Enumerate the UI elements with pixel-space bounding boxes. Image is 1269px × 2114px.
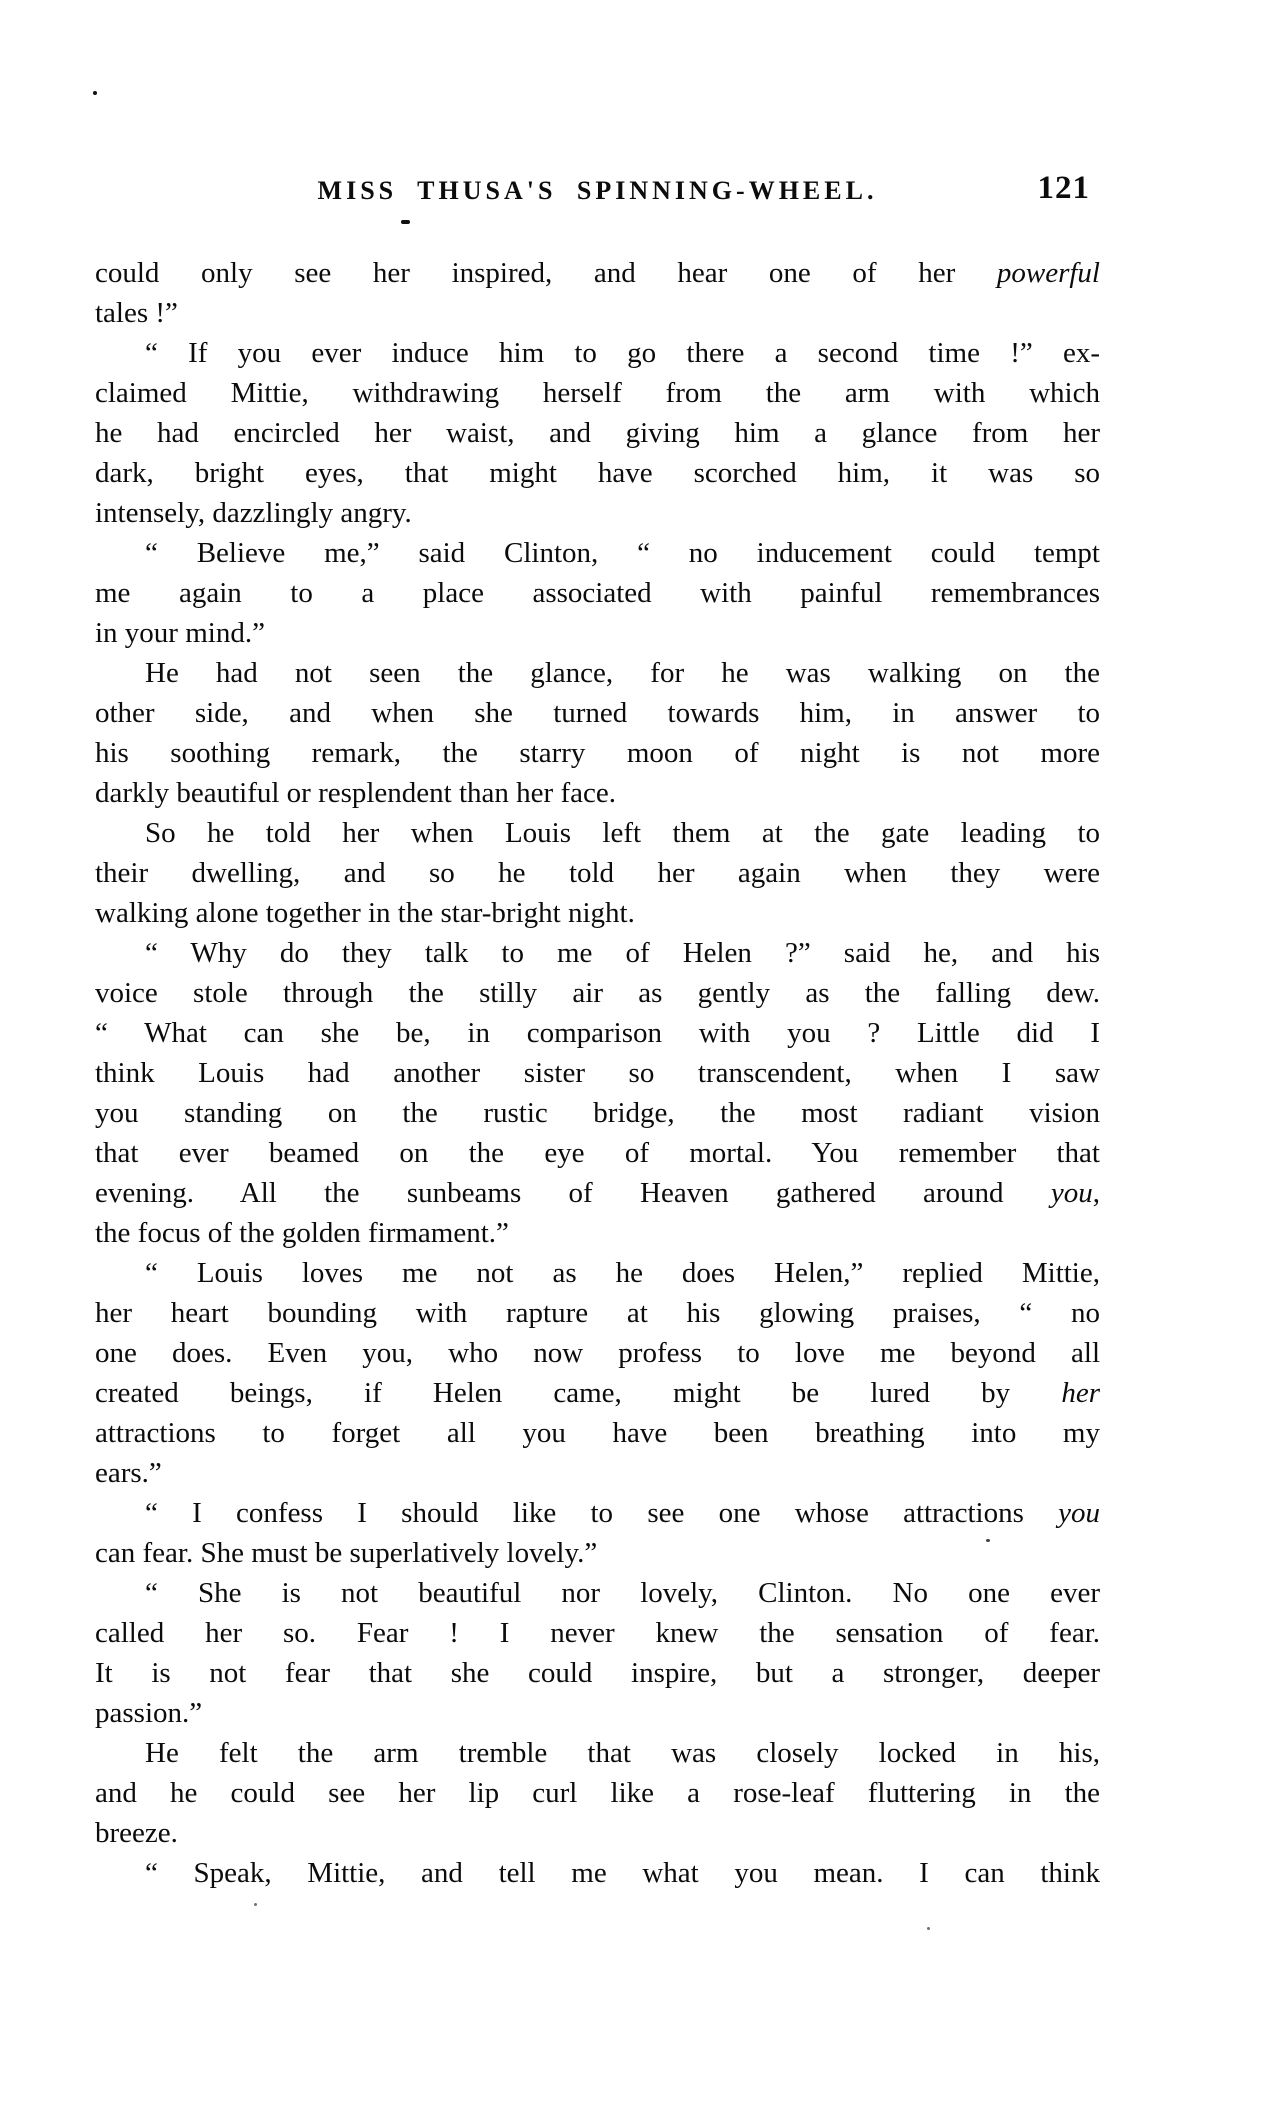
text-segment: “ Louis loves me not as he does Helen,” replied Mittie, xyxy=(145,1257,1100,1289)
running-header xyxy=(95,172,1100,216)
text-segment: , xyxy=(1092,1177,1100,1209)
scan-speck xyxy=(93,91,97,95)
text-line xyxy=(95,533,1100,573)
text-line xyxy=(95,933,1100,973)
text-line xyxy=(95,813,1100,853)
text-segment: walking alone together in the star-bright night. xyxy=(95,897,635,929)
text-line xyxy=(95,1693,1100,1733)
text-segment: breeze. xyxy=(95,1817,178,1849)
text-segment: “ I confess I should like to see one whose attractions xyxy=(145,1497,1059,1529)
italic-text: you xyxy=(1050,1177,1093,1209)
text-segment: “ Speak, Mittie, and tell me what you mean. I can think xyxy=(145,1857,1100,1889)
page-header-title: MISS THUSA'S SPINNING-WHEEL. xyxy=(317,176,878,205)
paragraph xyxy=(95,253,1100,333)
text-line xyxy=(95,1733,1100,1773)
text-line xyxy=(95,1253,1100,1293)
text-segment: darkly beautiful or resplendent than her face. xyxy=(95,777,616,809)
text-segment: He had not seen the glance, for he was walking on the xyxy=(145,657,1100,689)
text-segment: can fear. She must be superlatively lovely.” xyxy=(95,1537,598,1569)
text-segment: could only see her inspired, and hear one of her xyxy=(95,257,997,289)
paragraph xyxy=(95,813,1100,933)
text-segment: one does. Even you, who now profess to love me beyond all xyxy=(95,1337,1100,1369)
text-segment: other side, and when she turned towards him, in answer to xyxy=(95,697,1100,729)
text-line xyxy=(95,573,1100,613)
text-line xyxy=(95,853,1100,893)
text-segment: voice stole through the stilly air as gently as the falling dew. xyxy=(95,977,1100,1009)
text-line xyxy=(95,1213,1100,1253)
text-segment: So he told her when Louis left them at the gate leading to xyxy=(145,817,1100,849)
text-segment: “ She is not beautiful nor lovely, Clinton. No one ever xyxy=(145,1577,1100,1609)
text-line xyxy=(95,1013,1100,1053)
scan-speck xyxy=(401,220,410,224)
paragraph xyxy=(95,933,1100,1253)
text-segment: evening. All the sunbeams of Heaven gathered around xyxy=(95,1177,1051,1209)
paragraph xyxy=(95,1253,1100,1493)
page-number: 121 xyxy=(1037,170,1090,206)
text-segment: her heart bounding with rapture at his glowing praises, “ no xyxy=(95,1297,1100,1329)
text-segment: and he could see her lip curl like a rose-leaf fluttering in the xyxy=(95,1777,1100,1809)
text-line xyxy=(95,333,1100,373)
text-segment: their dwelling, and so he told her again when they were xyxy=(95,857,1100,889)
text-line xyxy=(95,1293,1100,1333)
text-line xyxy=(95,1413,1100,1453)
text-segment: that ever beamed on the eye of mortal. You remember that xyxy=(95,1137,1100,1169)
text-segment: his soothing remark, the starry moon of night is not more xyxy=(95,737,1100,769)
text-segment: He felt the arm tremble that was closely locked in his, xyxy=(145,1737,1100,1769)
text-line xyxy=(95,1133,1100,1173)
text-line xyxy=(95,1813,1100,1853)
text-segment: “ Believe me,” said Clinton, “ no inducement could tempt xyxy=(145,537,1100,569)
text-segment: It is not fear that she could inspire, but a stronger, deeper xyxy=(95,1657,1100,1689)
paragraph xyxy=(95,1493,1100,1573)
text-line xyxy=(95,1653,1100,1693)
text-line xyxy=(95,1853,1100,1893)
text-line xyxy=(95,1373,1100,1413)
text-line xyxy=(95,653,1100,693)
italic-text: you xyxy=(1058,1497,1100,1529)
text-line xyxy=(95,613,1100,653)
text-line xyxy=(95,293,1100,333)
text-segment: in your mind.” xyxy=(95,617,265,649)
text-segment: called her so. Fear ! I never knew the sensation of fear. xyxy=(95,1617,1100,1649)
text-block xyxy=(95,253,1100,1893)
text-line xyxy=(95,1053,1100,1093)
text-line xyxy=(95,733,1100,773)
text-segment: dark, bright eyes, that might have scorched him, it was so xyxy=(95,457,1100,489)
text-line xyxy=(95,693,1100,733)
paragraph xyxy=(95,1573,1100,1733)
text-line xyxy=(95,1493,1100,1533)
text-line xyxy=(95,1333,1100,1373)
paragraph xyxy=(95,1853,1100,1893)
paragraph xyxy=(95,653,1100,813)
scan-speck xyxy=(254,1903,257,1906)
text-line xyxy=(95,973,1100,1013)
italic-text: powerful xyxy=(996,257,1100,289)
text-line xyxy=(95,253,1100,293)
text-segment: he had encircled her waist, and giving him a glance from her xyxy=(95,417,1100,449)
text-line xyxy=(95,1773,1100,1813)
italic-text: her xyxy=(1061,1377,1100,1409)
text-line xyxy=(95,1093,1100,1133)
text-line xyxy=(95,453,1100,493)
paragraph xyxy=(95,1733,1100,1853)
text-segment: ears.” xyxy=(95,1457,162,1489)
text-segment: attractions to forget all you have been breathing into my xyxy=(95,1417,1100,1449)
text-line xyxy=(95,1453,1100,1493)
paragraph xyxy=(95,333,1100,533)
text-segment: passion.” xyxy=(95,1697,203,1729)
text-segment: me again to a place associated with painful remembrances xyxy=(95,577,1100,609)
text-segment: claimed Mittie, withdrawing herself from the arm with which xyxy=(95,377,1100,409)
scan-speck xyxy=(986,1539,990,1542)
text-line xyxy=(95,1613,1100,1653)
text-segment: “ Why do they talk to me of Helen ?” said he, and his xyxy=(145,937,1100,969)
text-segment: think Louis had another sister so transcendent, when I saw xyxy=(95,1057,1100,1089)
scan-speck xyxy=(927,1927,930,1930)
text-segment: the focus of the golden firmament.” xyxy=(95,1217,509,1249)
text-segment: you standing on the rustic bridge, the most radiant vision xyxy=(95,1097,1100,1129)
text-line xyxy=(95,1173,1100,1213)
text-line xyxy=(95,1573,1100,1613)
text-segment: tales !” xyxy=(95,297,178,329)
text-segment: “ If you ever induce him to go there a second time !” ex- xyxy=(145,337,1100,369)
text-segment: created beings, if Helen came, might be lured by xyxy=(95,1377,1062,1409)
text-line xyxy=(95,373,1100,413)
text-line xyxy=(95,1533,1100,1573)
text-segment: “ What can she be, in comparison with you ? Little did I xyxy=(95,1017,1100,1049)
text-line xyxy=(95,893,1100,933)
text-line xyxy=(95,413,1100,453)
paragraph xyxy=(95,533,1100,653)
text-line xyxy=(95,773,1100,813)
text-segment: intensely, dazzlingly angry. xyxy=(95,497,412,529)
text-line xyxy=(95,493,1100,533)
